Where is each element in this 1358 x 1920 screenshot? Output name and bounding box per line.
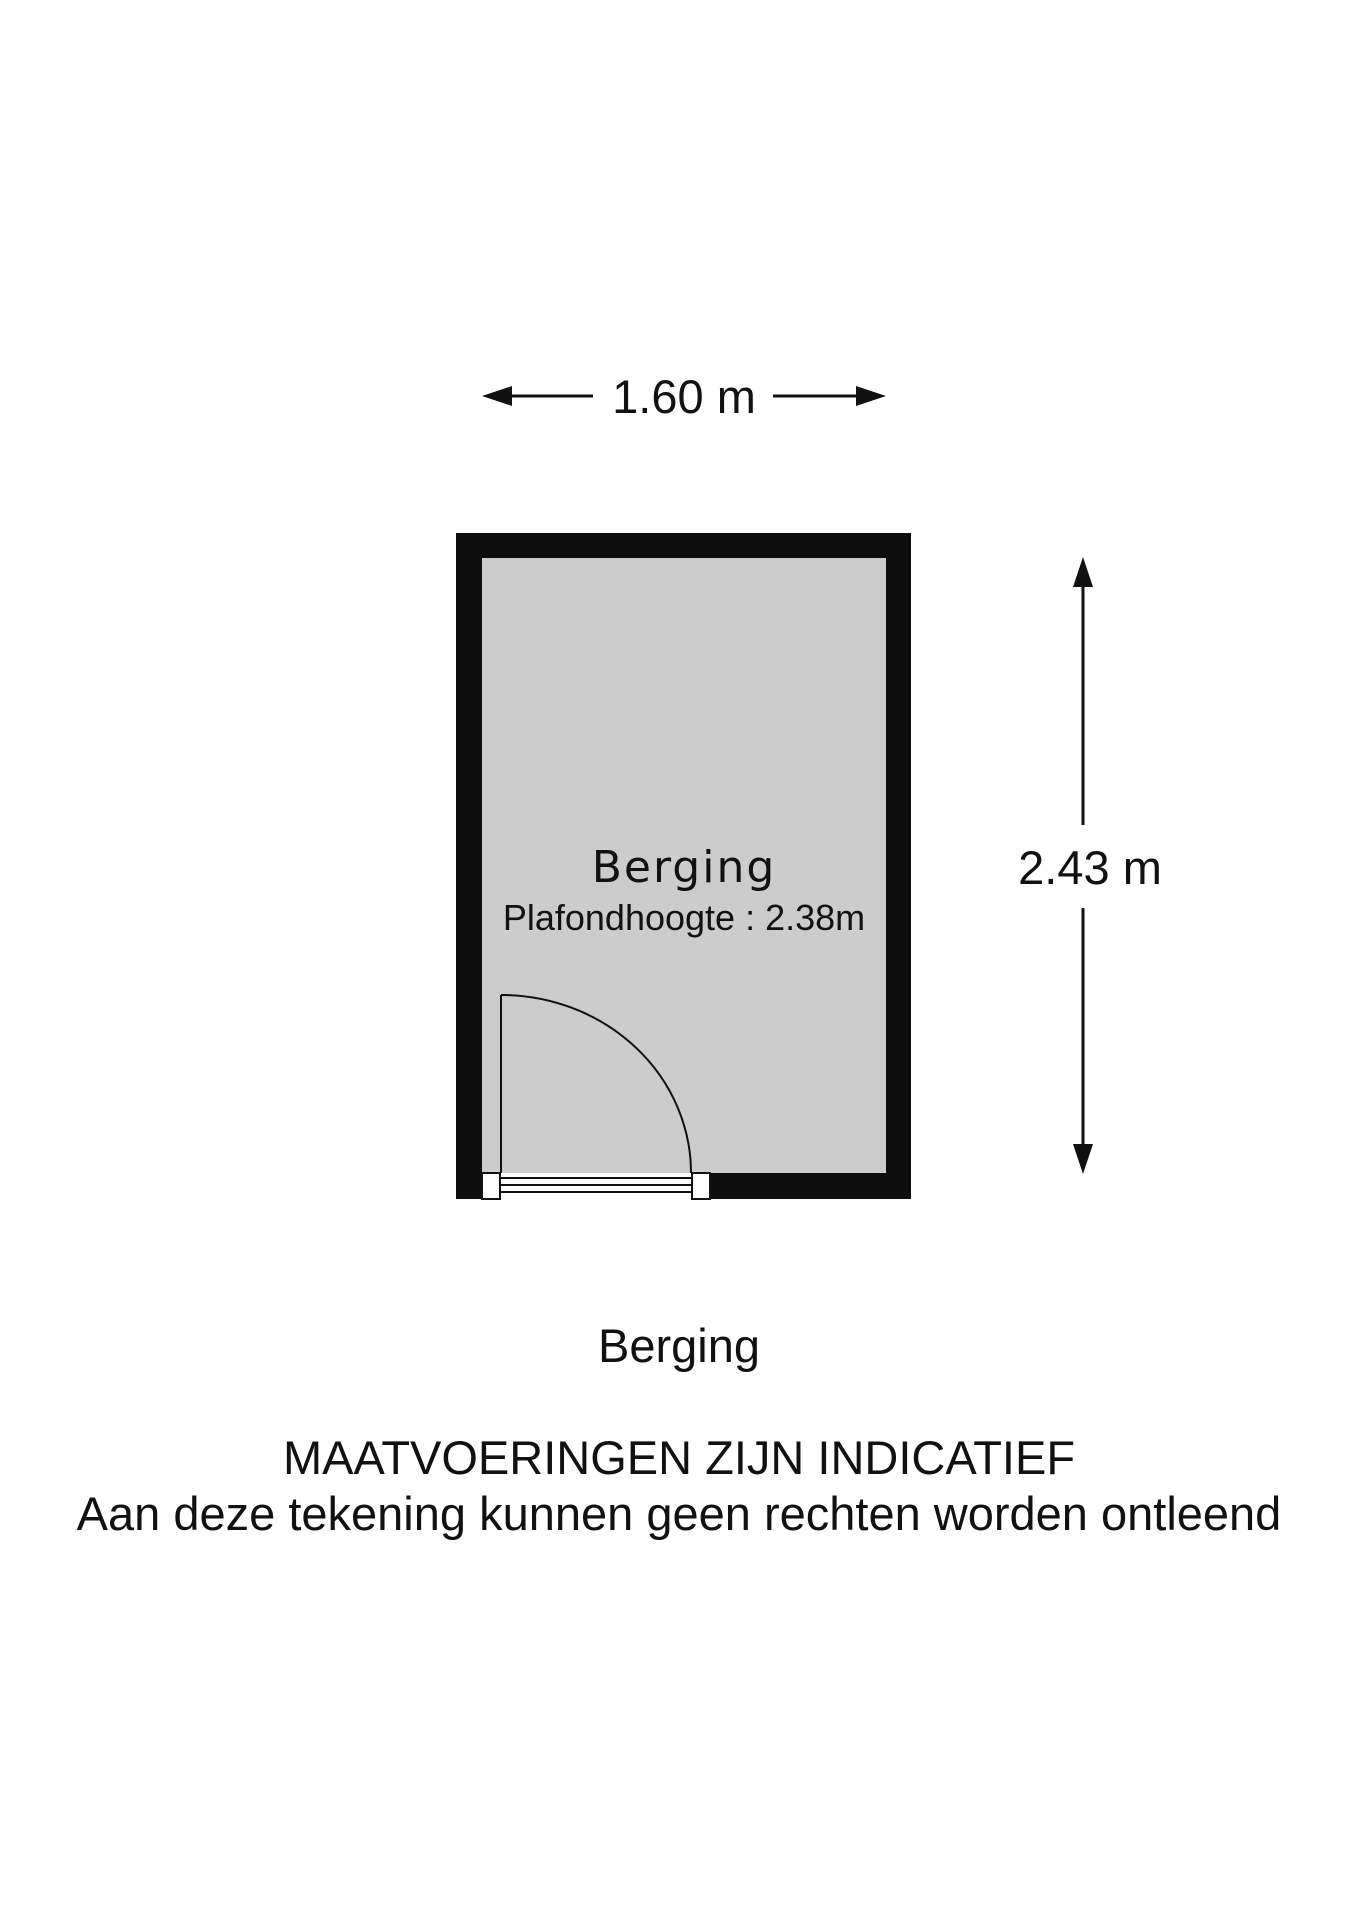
depth-arrow-top-icon xyxy=(1073,557,1093,587)
floor-caption: Berging xyxy=(598,1319,760,1372)
room-berging xyxy=(456,533,911,1199)
door-jamb-right xyxy=(692,1173,710,1199)
width-dimension-label: 1.60 m xyxy=(612,370,756,423)
depth-arrow-bottom-icon xyxy=(1073,1144,1093,1174)
disclaimer-heading: MAATVOERINGEN ZIJN INDICATIEF xyxy=(282,1431,1076,1484)
depth-dimension-label: 2.43 m xyxy=(1018,841,1162,894)
ceiling-height-label: Plafondhoogte : 2.38m xyxy=(502,897,866,938)
width-arrow-right-icon xyxy=(856,386,886,406)
depth-dimension xyxy=(1018,557,1162,1174)
room-name-label: Berging xyxy=(591,842,777,893)
width-dimension xyxy=(482,370,886,423)
disclaimer-text: Aan deze tekening kunnen geen rechten worden ontleend xyxy=(76,1487,1282,1540)
door-jamb-left xyxy=(482,1173,500,1199)
width-arrow-left-icon xyxy=(482,386,512,406)
